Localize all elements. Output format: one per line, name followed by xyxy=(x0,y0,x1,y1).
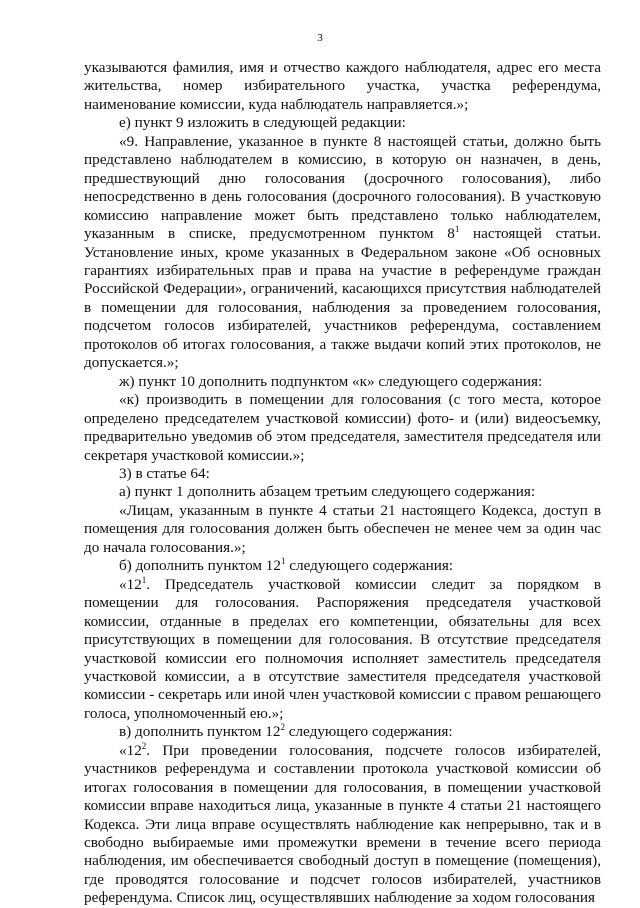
superscript: 1 xyxy=(141,574,147,585)
text-run: б) дополнить пунктом 12 xyxy=(119,557,281,575)
text-run: «12 xyxy=(119,741,142,759)
paragraph: е) пункт 9 изложить в следующей редакции: xyxy=(119,114,406,132)
paragraph xyxy=(84,133,601,373)
page-number: 3 xyxy=(317,32,323,44)
text-run: в) дополнить пунктом 12 xyxy=(119,723,281,741)
text-run: . При проведении голосования, подсчете голосов избирателей, участников референдума и составлении протокола участковой комиссии об итогах голосования в помещении для голосования, в помещении участковой комиссии вправе находиться лица, указанные в пункте 4 статьи 21 настоящего Кодекса. Эти лица вправе осуществлять наблюдение как непрерывно, так и в свободно выбираемые ими промежутки времени в течение всего периода наблюдения, им обеспечивается свободный доступ в помещение (помещения), где проводятся голосование и подсчет голосов избирателей, участников референдума. Список лиц, осуществлявших наблюдение за ходом голосования xyxy=(84,741,601,907)
paragraph xyxy=(84,742,601,908)
text-run: . Председатель участковой комиссии следит за порядком в помещении для голосования. Распоряжения председателя участковой комиссии, отданные в пределах его компетенции, обязательны для всех присутствующих в помещении для голосования. В отсутствие председателя участковой комиссии его полномочия исполняет заместитель председателя участковой комиссии, а в отсутствие заместителя председателя участковой комиссии - секретарь или иной член участковой комиссии с правом решающего голоса, уполномоченный ею.»; xyxy=(84,575,601,722)
paragraph: «Лицам, указанным в пункте 4 статьи 21 настоящего Кодекса, доступ в помещения для голосования должен быть обеспечен не менее чем за один час до начала голосования.»; xyxy=(84,501,601,556)
paragraph: указываются фамилия, имя и отчество каждого наблюдателя, адрес его места жительства, номер избирательного участка, участка референдума, наименование комиссии, куда наблюдатель направляется.»; xyxy=(84,59,601,113)
text-run: настоящей статьи. Установление иных, кроме указанных в Федеральном законе «Об основных гарантиях избирательных прав и права на участие в референдуме граждан Российской Федерации», ограничений, касающихся присутствия наблюдателей в помещении для голосования, наблюдения за проведением голосования, подсчетом голосов избирателей, участников референдума, составлением протоколов об итогах голосования, а также выдачи копий этих протоколов, не допускается.»; xyxy=(84,225,601,372)
text-run: «12 xyxy=(119,575,142,593)
text-run: следующего содержания: xyxy=(284,723,453,741)
text-run: «9. Направление, указанное в пункте 8 настоящей статьи, должно быть представлено наблюдателем в комиссию, в которую он назначен, в день, предшествующий дню голосования (досрочного голосования), либо непосредственно в день голосования (досрочного голосования). В участковую комиссию направление может быть представлено только наблюдателем, указанным в списке, предусмотренном пунктом 8 xyxy=(84,132,601,243)
superscript: 2 xyxy=(141,740,147,751)
document-body xyxy=(84,59,601,908)
paragraph: ж) пункт 10 дополнить подпунктом «к» следующего содержания: xyxy=(119,372,543,390)
paragraph xyxy=(84,557,601,575)
superscript: 1 xyxy=(454,224,460,235)
paragraph: а) пункт 1 дополнить абзацем третьим следующего содержания: xyxy=(119,483,536,501)
text-run: следующего содержания: xyxy=(285,557,454,575)
paragraph: «к) производить в помещении для голосования (с того места, которое определено председателем участковой комиссии) фото- и (или) видеосъемку, предварительно уведомив об этом председателя, заместителя председателя или секретаря участковой комиссии.»; xyxy=(84,391,601,464)
superscript: 2 xyxy=(280,722,285,733)
superscript: 1 xyxy=(280,556,286,567)
paragraph xyxy=(84,723,601,741)
paragraph xyxy=(84,576,601,724)
paragraph: 3) в статье 64: xyxy=(119,464,210,482)
